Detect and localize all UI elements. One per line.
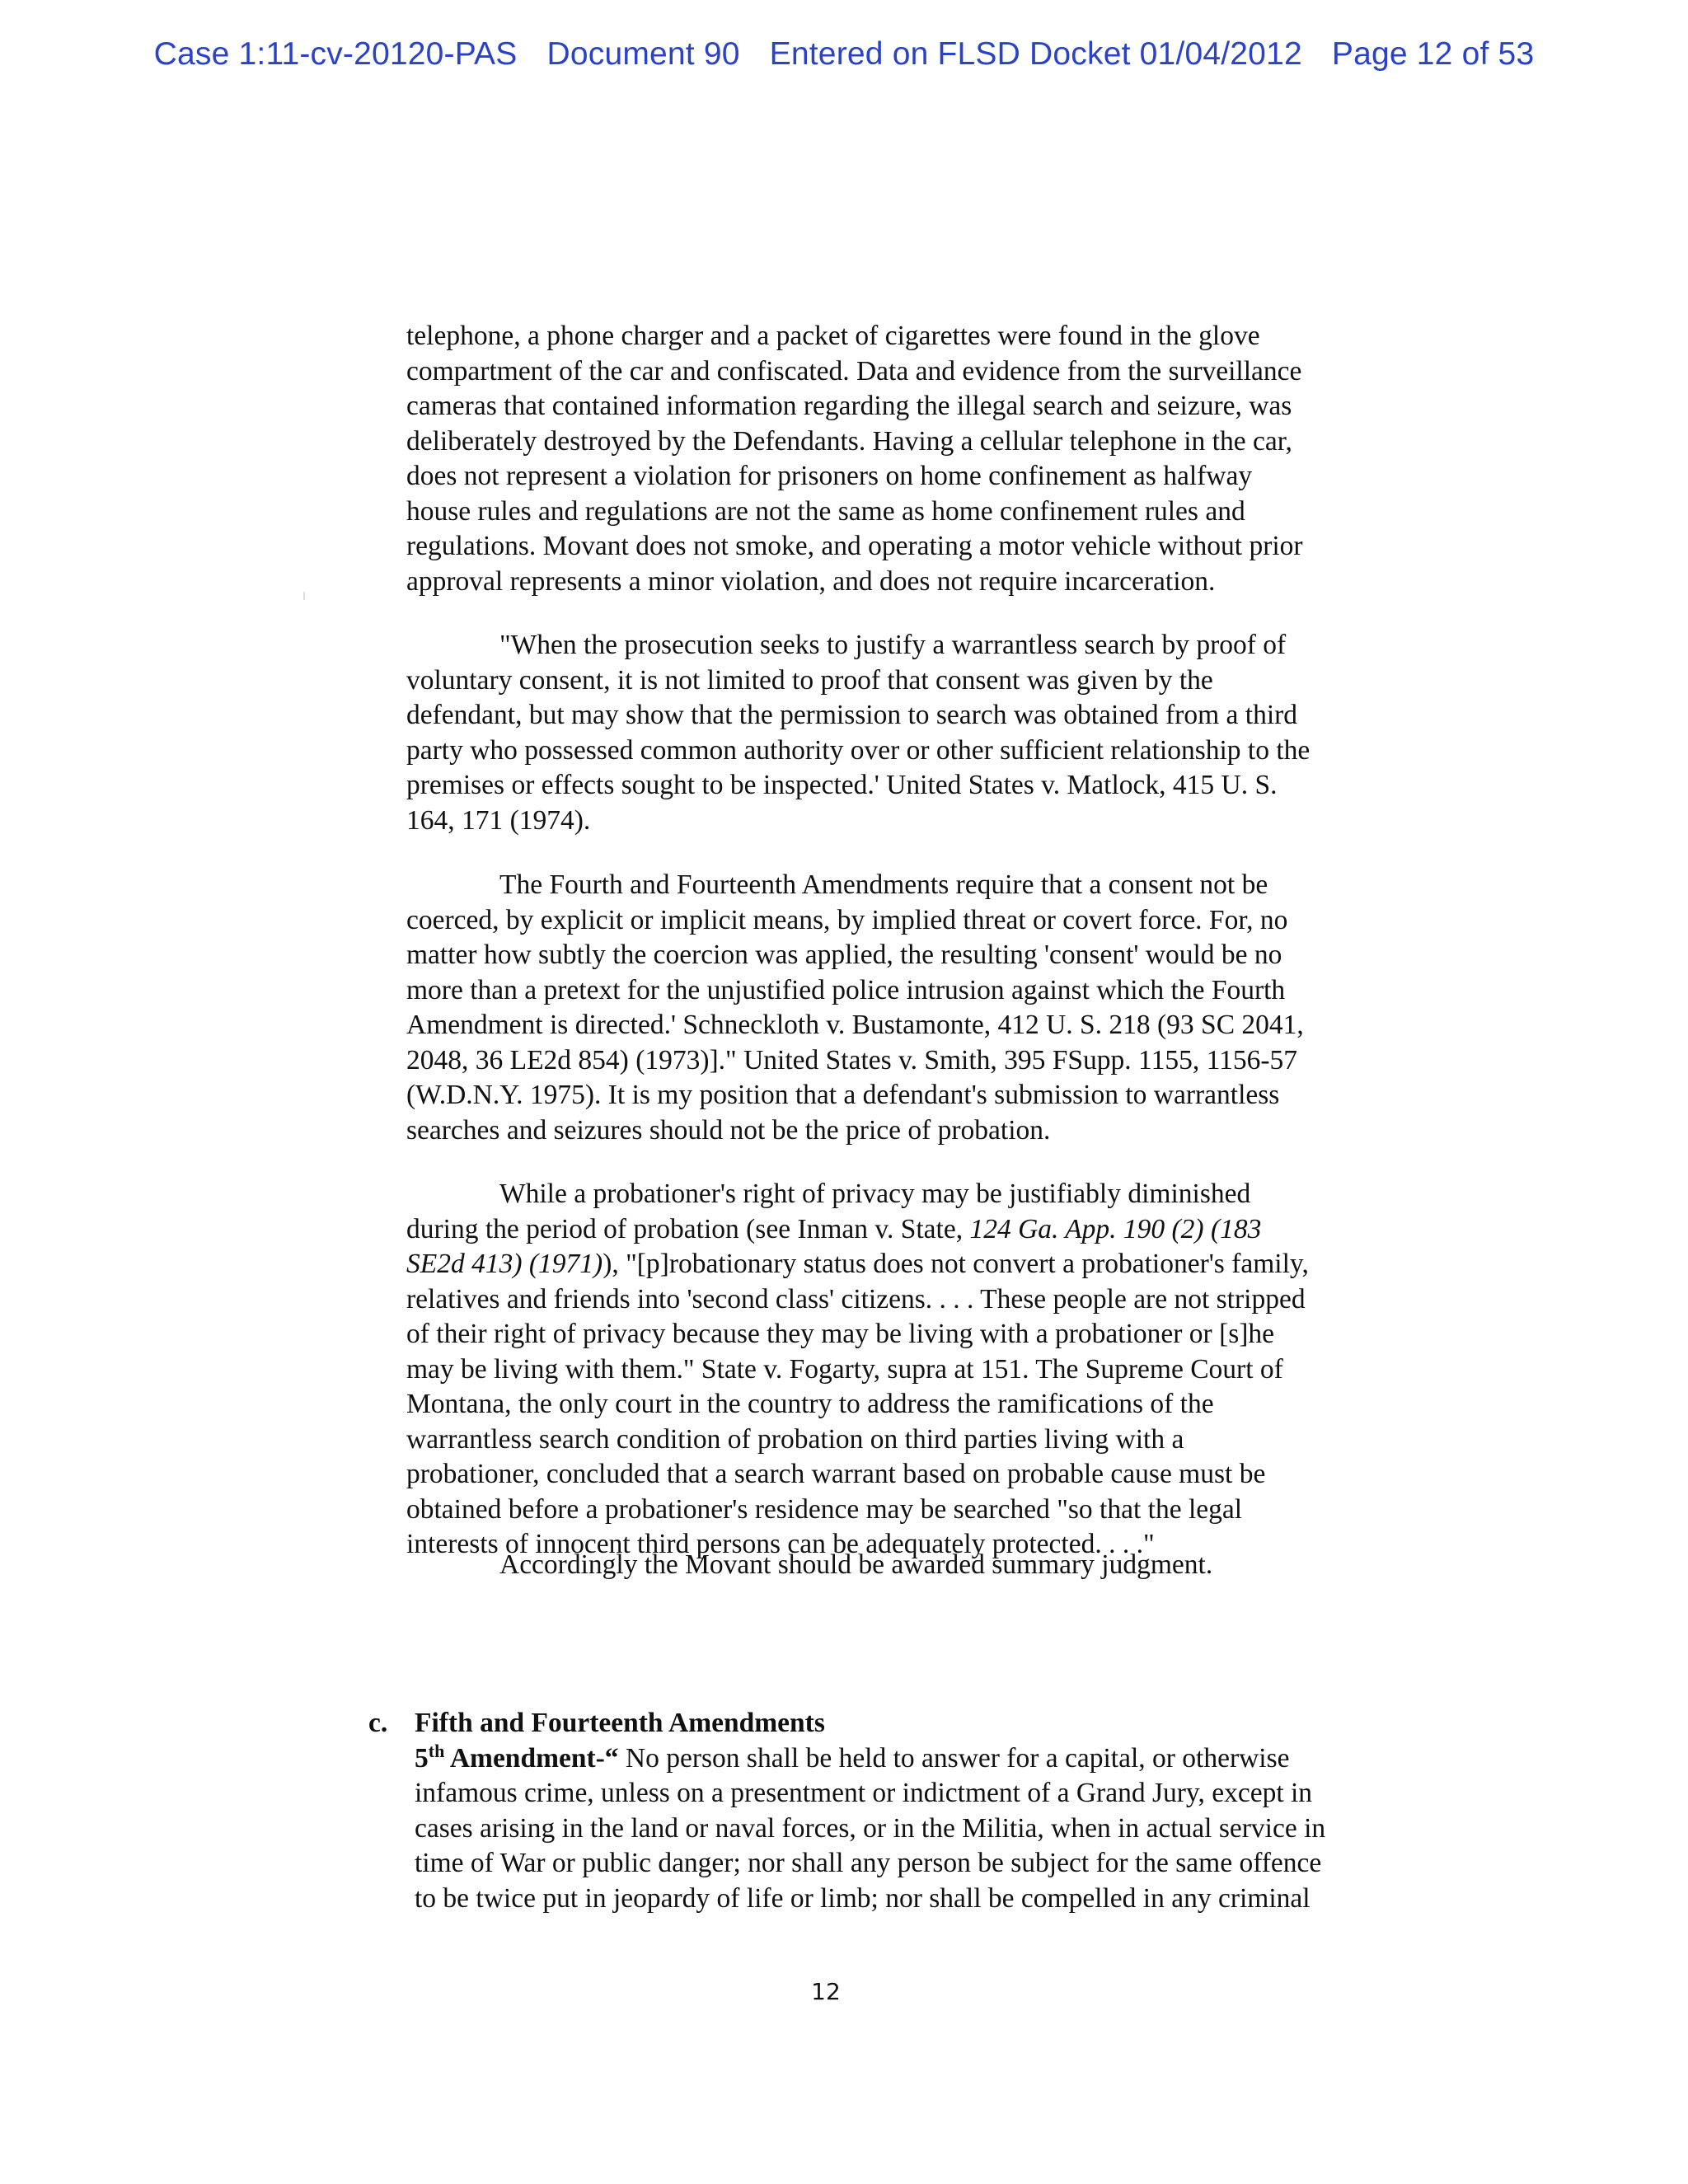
text-line: searches and seizures should not be the price of probation. xyxy=(406,1114,1051,1146)
text-line: does not represent a violation for prisoners on home confinement as halfway xyxy=(406,461,1253,491)
text-segment: No person shall be held to answer for a capital, or otherwise xyxy=(618,1742,1290,1774)
docket-header xyxy=(0,36,1688,73)
section-content xyxy=(415,1706,1445,1916)
text-line: "When the prosecution seeks to justify a warrantless search by proof of xyxy=(499,630,1287,660)
section-marker: c. xyxy=(368,1708,388,1738)
text-line: coerced, by explicit or implicit means, by implied threat or covert force. For, no xyxy=(406,904,1288,935)
text-line: Accordingly the Movant should be awarded summary judgment. xyxy=(499,1549,1213,1580)
text-line: approval represents a minor violation, and does not require incarceration. xyxy=(406,565,1216,597)
text-line: time of War or public danger; nor shall any person be subject for the same offence xyxy=(415,1848,1322,1878)
text-line: defendant, but may show that the permission to search was obtained from a third xyxy=(406,700,1298,730)
text-line: obtained before a probationer's residence may be searched "so that the legal xyxy=(406,1493,1243,1525)
text-line: may be living with them." State v. Fogarty, supra at 151. The Supreme Court of xyxy=(406,1353,1283,1385)
text-line: cases arising in the land or naval forces, or in the Militia, when in actual service in xyxy=(415,1812,1326,1844)
text-line: cameras that contained information regarding the illegal search and seizure, was xyxy=(406,391,1292,421)
margin-mark xyxy=(303,592,305,600)
case-number: Case 1:11-cv-20120-PAS xyxy=(153,36,518,72)
text-line: voluntary consent, it is not limited to proof that consent was given by the xyxy=(406,664,1213,696)
paragraph-1 xyxy=(406,319,1437,599)
text-line: infamous crime, unless on a presentment or indictment of a Grand Jury, except in xyxy=(415,1778,1313,1808)
text-line: deliberately destroyed by the Defendants. Having a cellular telephone in the car, xyxy=(406,425,1292,457)
amendment-label: Amendment-“ xyxy=(444,1742,619,1774)
entered-date: Entered on FLSD Docket 01/04/2012 xyxy=(769,36,1302,72)
text-line: probationer, concluded that a search warrant based on probable cause must be xyxy=(406,1459,1266,1489)
page-count: Page 12 of 53 xyxy=(1331,36,1535,72)
paragraph-4 xyxy=(406,1177,1437,1563)
text-line: While a probationer's right of privacy may be justifiably diminished xyxy=(499,1179,1251,1209)
text-line: compartment of the car and confiscated. Data and evidence from the surveillance xyxy=(406,355,1302,387)
text-line: matter how subtly the coercion was applied, the resulting 'consent' would be no xyxy=(406,940,1282,970)
text-line: (W.D.N.Y. 1975). It is my position that a defendant's submission to warrantless xyxy=(406,1080,1280,1110)
amendment-number: 5 xyxy=(415,1742,429,1774)
text-line: more than a pretext for the unjustified police intrusion against which the Fourth xyxy=(406,974,1286,1005)
paragraph-2 xyxy=(406,628,1437,838)
text-line xyxy=(415,1741,1445,1777)
text-line: The Fourth and Fourteenth Amendments require that a consent not be xyxy=(499,869,1268,900)
document-number: Document 90 xyxy=(546,36,740,72)
citation-italic: SE2d 413) (1971) xyxy=(406,1249,603,1279)
paragraph-3 xyxy=(406,868,1437,1148)
text-line: premises or effects sought to be inspected.' United States v. Matlock, 415 U. S. xyxy=(406,770,1278,800)
text-line: Amendment is directed.' Schneckloth v. Bustamonte, 412 U. S. 218 (93 SC 2041, xyxy=(406,1010,1304,1040)
section-heading: Fifth and Fourteenth Amendments xyxy=(415,1708,825,1738)
text-line: Montana, the only court in the country to address the ramifications of the xyxy=(406,1389,1214,1419)
text-line: telephone, a phone charger and a packet of cigarettes were found in the glove xyxy=(406,321,1260,351)
text-line: house rules and regulations are not the same as home confinement rules and xyxy=(406,495,1245,527)
text-line: party who possessed common authority over or other sufficient relationship to the xyxy=(406,734,1311,766)
paragraph-5 xyxy=(406,1548,1437,1583)
text-line: 164, 171 (1974). xyxy=(406,804,591,836)
text-line xyxy=(406,1212,1437,1248)
text-segment: ), "[p]robationary status does not convert a probationer's family, xyxy=(603,1249,1309,1279)
text-line: relatives and friends into 'second class' citizens. . . . These people are not stripped xyxy=(406,1283,1306,1315)
text-line: 2048, 36 LE2d 854) (1973)]." United States v. Smith, 395 FSupp. 1155, 1156-57 xyxy=(406,1044,1297,1076)
text-line: to be twice put in jeopardy of life or limb; nor shall be compelled in any criminal xyxy=(415,1882,1311,1914)
citation-italic: 124 Ga. App. 190 (2) (183 xyxy=(969,1213,1262,1244)
text-line: interests of innocent third persons can be adequately protected. . . ." xyxy=(406,1529,1155,1559)
text-line xyxy=(406,1247,1437,1282)
page-number: 12 xyxy=(811,1978,841,2005)
amendment-ordinal: th xyxy=(428,1740,445,1761)
text-segment: during the period of probation (see Inman v. State, xyxy=(406,1213,970,1244)
text-line: warrantless search condition of probation on third parties living with a xyxy=(406,1423,1184,1455)
text-line: regulations. Movant does not smoke, and operating a motor vehicle without prior xyxy=(406,531,1303,561)
text-line: of their right of privacy because they may be living with a probationer or [s]he xyxy=(406,1319,1275,1349)
